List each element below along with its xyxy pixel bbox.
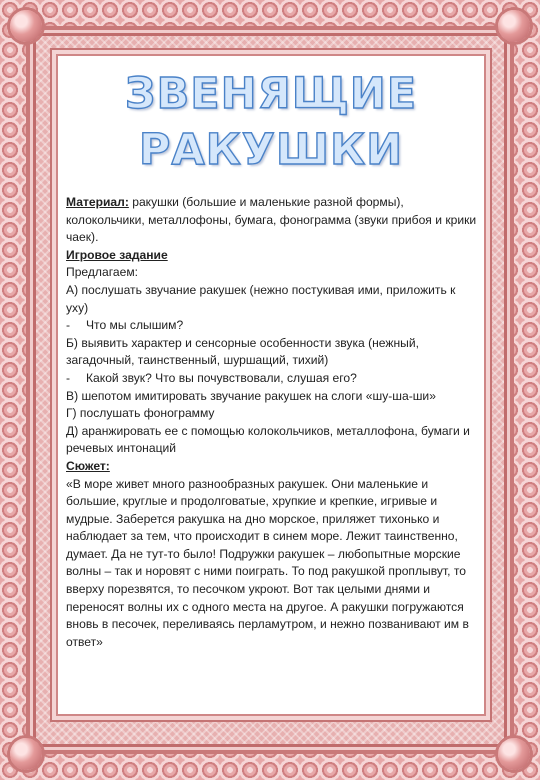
material-label: Материал: xyxy=(66,195,129,209)
task-d: Г) послушать фонограмму xyxy=(66,406,215,421)
task-b-question-text: Какой звук? Что вы почувствовали, слушая его? xyxy=(86,370,357,385)
task-b: Б) выявить характер и сенсорные особенности звука (нежный, загадочный, таинственный, шуршащий, тихий) xyxy=(66,335,419,368)
material-text: ракушки (большие и маленькие разной формы), колокольчики, металлофоны, бумага, фонограмма (звуки прибоя и крики чаек). xyxy=(66,195,477,245)
task-c: В) шепотом имитировать звучание ракушек на слоги «шу-ша-ши» xyxy=(66,388,436,403)
document-page xyxy=(58,56,484,714)
task-a-question-text: Что мы слышим? xyxy=(86,318,184,333)
dash-marker: - xyxy=(66,370,71,385)
title-line-2: РАКУШКИ xyxy=(138,125,404,175)
plot-heading: Сюжет: xyxy=(66,458,110,473)
game-task-intro: Предлагаем: xyxy=(66,265,138,280)
document-body xyxy=(66,194,480,651)
task-b-question xyxy=(66,370,480,388)
task-a-question xyxy=(66,317,480,335)
dash-marker: - xyxy=(66,318,71,333)
corner-ornament xyxy=(498,738,530,770)
task-a: А) послушать звучание ракушек (нежно постукивая ими, приложить к уху) xyxy=(66,282,456,315)
task-e: Д) аранжировать ее с помощью колокольчиков, металлофона, бумаги и речевых интонаций xyxy=(66,423,470,456)
plot-text: «В море живет много разнообразных ракушек. Они маленькие и большие, круглые и продолговатые, хрупкие и крепкие, игривые и мудрые. Заберется ракушка на дно морское, приляжет тихонько и наблюдает за тем, что происходит в синем море. Лежит таинственно, думает. Да не тут-то было! Подружки ракушек – любопытные морские волны – так и норовят с ними поиграть. То под ракушкой проплывут, то вверху порезвятся, то песочком укроют. Вот так целыми днями и переносят волны их с одного места на другое. А ракушки погружаются вновь в песочек, переливаясь перламутром, и нежно позванивают им в ответ» xyxy=(66,476,469,649)
game-task-heading: Игровое задание xyxy=(66,247,168,262)
page-title xyxy=(58,66,484,178)
corner-ornament xyxy=(10,10,42,42)
corner-ornament xyxy=(10,738,42,770)
material-paragraph xyxy=(66,194,480,247)
title-line-1: ЗВЕНЯЩИЕ xyxy=(124,69,418,119)
corner-ornament xyxy=(498,10,530,42)
